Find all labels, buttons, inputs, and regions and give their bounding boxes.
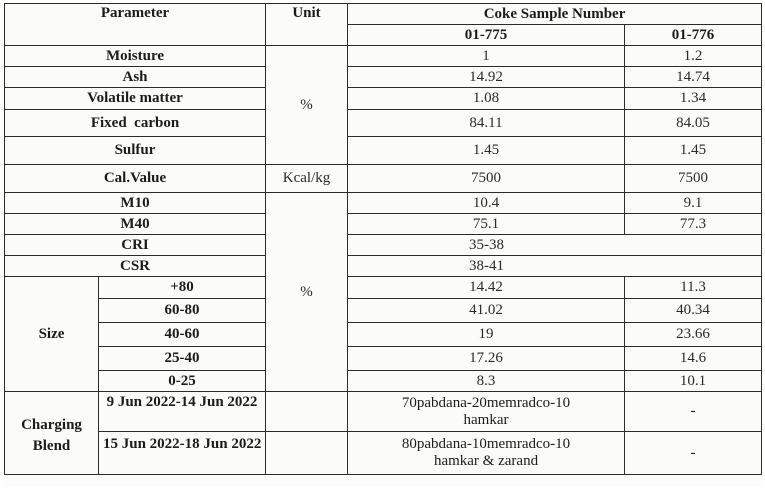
sample-a-header: 01-775 bbox=[348, 25, 625, 46]
table-row bbox=[5, 193, 762, 214]
unit-percent: % bbox=[266, 193, 348, 392]
table-row bbox=[5, 214, 762, 235]
param-cri: CRI bbox=[5, 235, 266, 256]
m10-b: 9.1 bbox=[625, 193, 762, 214]
param-csr: CSR bbox=[5, 256, 266, 277]
size-a: 41.02 bbox=[348, 299, 625, 323]
blend-composition-line1: 80pabdana-10memradco-10 bbox=[401, 436, 571, 452]
sulfur-b: 1.45 bbox=[625, 137, 762, 165]
charging-blend-label bbox=[5, 392, 99, 475]
coke-analysis-sheet bbox=[4, 3, 761, 487]
size-a: 14.42 bbox=[348, 277, 625, 299]
charging-blend-label-line1: Charging bbox=[21, 417, 82, 433]
table-row bbox=[5, 165, 762, 193]
moisture-b: 1.2 bbox=[625, 46, 762, 67]
size-b: 11.3 bbox=[625, 277, 762, 299]
blend-unit-empty bbox=[266, 432, 348, 475]
cal-value-b: 7500 bbox=[625, 165, 762, 193]
blend-composition-line2: hamkar bbox=[463, 411, 509, 428]
table-row bbox=[5, 256, 762, 277]
unit-kcal-kg: Kcal/kg bbox=[266, 165, 348, 193]
size-range: 60-80 bbox=[99, 299, 266, 323]
size-range: 25-40 bbox=[99, 347, 266, 371]
table-row bbox=[5, 46, 762, 67]
size-a: 19 bbox=[348, 323, 625, 347]
table-row bbox=[5, 137, 762, 165]
size-b: 23.66 bbox=[625, 323, 762, 347]
size-b: 10.1 bbox=[625, 371, 762, 392]
param-volatile-matter: Volatile matter bbox=[5, 88, 266, 110]
param-fixed-carbon: Fixed carbon bbox=[5, 110, 266, 137]
charging-blend-label-line2: Blend bbox=[32, 438, 71, 454]
fixed-carbon-b: 84.05 bbox=[625, 110, 762, 137]
blend-date-range: 15 Jun 2022-18 Jun 2022 bbox=[99, 432, 266, 475]
m40-b: 77.3 bbox=[625, 214, 762, 235]
header-row bbox=[5, 4, 762, 25]
table-row bbox=[5, 88, 762, 110]
blend-date-range: 9 Jun 2022-14 Jun 2022 bbox=[99, 392, 266, 432]
coke-analysis-table bbox=[4, 3, 762, 475]
volatile-matter-b: 1.34 bbox=[625, 88, 762, 110]
m40-a: 75.1 bbox=[348, 214, 625, 235]
size-row bbox=[5, 347, 762, 371]
param-moisture: Moisture bbox=[5, 46, 266, 67]
blend-composition bbox=[348, 392, 625, 432]
size-range: 40-60 bbox=[99, 323, 266, 347]
size-range: 0-25 bbox=[99, 371, 266, 392]
moisture-a: 1 bbox=[348, 46, 625, 67]
sulfur-a: 1.45 bbox=[348, 137, 625, 165]
size-b: 40.34 bbox=[625, 299, 762, 323]
blend-unit-empty bbox=[266, 392, 348, 432]
m10-a: 10.4 bbox=[348, 193, 625, 214]
size-row bbox=[5, 323, 762, 347]
param-m10: M10 bbox=[5, 193, 266, 214]
blend-composition-line1: 70pabdana-20memradco-10 bbox=[401, 394, 571, 411]
fixed-carbon-a: 84.11 bbox=[348, 110, 625, 137]
blend-row bbox=[5, 432, 762, 475]
volatile-matter-a: 1.08 bbox=[348, 88, 625, 110]
param-sulfur: Sulfur bbox=[5, 137, 266, 165]
size-row bbox=[5, 277, 762, 299]
table-row bbox=[5, 110, 762, 137]
size-label: Size bbox=[5, 277, 99, 392]
csr-value: 38-41 bbox=[348, 256, 762, 277]
param-m40: M40 bbox=[5, 214, 266, 235]
blend-b-value: - bbox=[625, 432, 762, 475]
size-row bbox=[5, 299, 762, 323]
blend-composition-line2: hamkar & zarand bbox=[433, 453, 539, 469]
blend-composition bbox=[348, 432, 625, 475]
size-b: 14.6 bbox=[625, 347, 762, 371]
size-range: +80 bbox=[99, 277, 266, 299]
blend-b-value: - bbox=[625, 392, 762, 432]
cri-value: 35-38 bbox=[348, 235, 762, 256]
param-cal-value: Cal.Value bbox=[5, 165, 266, 193]
sample-number-header: Coke Sample Number bbox=[348, 4, 762, 25]
unit-percent: % bbox=[266, 46, 348, 165]
table-row bbox=[5, 235, 762, 256]
size-row bbox=[5, 371, 762, 392]
size-a: 8.3 bbox=[348, 371, 625, 392]
table-row bbox=[5, 67, 762, 88]
blend-row bbox=[5, 392, 762, 432]
cal-value-a: 7500 bbox=[348, 165, 625, 193]
ash-b: 14.74 bbox=[625, 67, 762, 88]
param-ash: Ash bbox=[5, 67, 266, 88]
ash-a: 14.92 bbox=[348, 67, 625, 88]
parameter-header: Parameter bbox=[5, 4, 266, 46]
size-a: 17.26 bbox=[348, 347, 625, 371]
unit-header: Unit bbox=[266, 4, 348, 46]
sample-b-header: 01-776 bbox=[625, 25, 762, 46]
